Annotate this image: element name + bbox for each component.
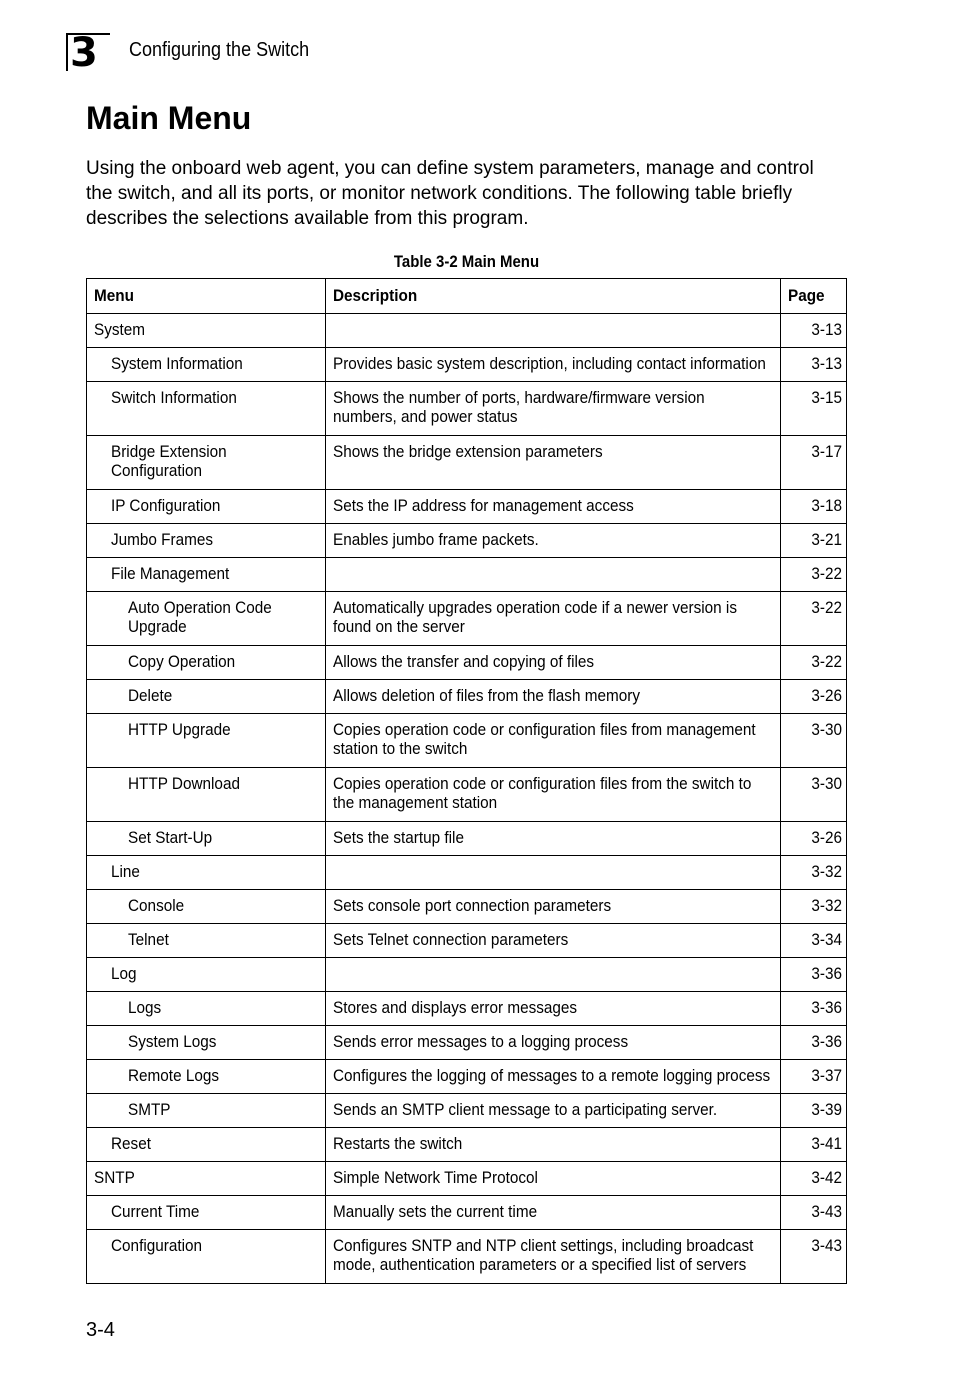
page-cell-text: 3-43 — [811, 1202, 842, 1221]
page-cell — [781, 714, 847, 768]
page-cell-text: 3-22 — [811, 652, 842, 671]
chapter-number: 3 — [70, 30, 97, 76]
description-cell-text: Sets Telnet connection parameters — [333, 930, 569, 949]
description-cell — [326, 436, 781, 490]
page-cell — [781, 1094, 847, 1128]
menu-cell-text: Set Start-Up — [128, 828, 213, 847]
menu-cell — [87, 382, 326, 436]
description-cell-text: Configures SNTP and NTP client settings, including broadcast mode, authentication parameters or a specified list of servers — [333, 1236, 754, 1274]
page-cell — [781, 1162, 847, 1196]
description-cell — [326, 992, 781, 1026]
page-cell — [781, 558, 847, 592]
description-cell — [326, 382, 781, 436]
description-cell — [326, 1128, 781, 1162]
page-cell-text: 3-36 — [811, 1032, 842, 1051]
description-cell — [326, 714, 781, 768]
description-cell — [326, 1026, 781, 1060]
menu-cell-text: Logs — [128, 998, 162, 1017]
table-row — [87, 856, 847, 890]
table-row — [87, 924, 847, 958]
table-row — [87, 558, 847, 592]
menu-cell-text: Configuration — [111, 1236, 203, 1255]
table-row — [87, 714, 847, 768]
menu-cell-text: HTTP Upgrade — [128, 720, 231, 739]
menu-cell-text: HTTP Download — [128, 774, 240, 793]
table-body — [87, 314, 847, 1284]
page-cell — [781, 822, 847, 856]
description-cell-text: Restarts the switch — [333, 1134, 463, 1153]
page-cell-text: 3-30 — [811, 720, 842, 739]
description-cell-text: Shows the number of ports, hardware/firmware version numbers, and power status — [333, 388, 705, 426]
menu-cell — [87, 924, 326, 958]
description-cell — [326, 1196, 781, 1230]
table-row — [87, 1162, 847, 1196]
table-row — [87, 490, 847, 524]
description-cell — [326, 680, 781, 714]
table-row — [87, 1196, 847, 1230]
menu-cell — [87, 822, 326, 856]
page-cell — [781, 1196, 847, 1230]
table-row — [87, 768, 847, 822]
menu-cell-text: SMTP — [128, 1100, 171, 1119]
page-cell — [781, 890, 847, 924]
page-cell-text: 3-26 — [811, 828, 842, 847]
menu-cell-text: File Management — [111, 564, 230, 583]
page-cell — [781, 314, 847, 348]
page-cell — [781, 680, 847, 714]
description-cell-text: Sets the IP address for management access — [333, 496, 634, 515]
description-cell — [326, 348, 781, 382]
table-row — [87, 890, 847, 924]
menu-cell-text: System Information — [111, 354, 243, 373]
description-cell — [326, 856, 781, 890]
menu-cell — [87, 592, 326, 646]
description-cell — [326, 524, 781, 558]
menu-cell-text: Delete — [128, 686, 173, 705]
menu-cell — [87, 1094, 326, 1128]
column-header-menu: Menu — [87, 279, 326, 314]
description-cell-text: Sends error messages to a logging process — [333, 1032, 629, 1051]
table-row — [87, 1230, 847, 1284]
menu-cell — [87, 490, 326, 524]
menu-cell — [87, 314, 326, 348]
menu-cell — [87, 958, 326, 992]
running-head: Configuring the Switch — [129, 39, 310, 61]
description-cell — [326, 592, 781, 646]
menu-cell — [87, 524, 326, 558]
page-cell — [781, 958, 847, 992]
page-cell — [781, 490, 847, 524]
page-cell-text: 3-15 — [811, 388, 842, 407]
menu-cell — [87, 646, 326, 680]
page-cell — [781, 348, 847, 382]
description-cell-text: Allows deletion of files from the flash memory — [333, 686, 640, 705]
table-row — [87, 1026, 847, 1060]
description-cell-text: Shows the bridge extension parameters — [333, 442, 603, 461]
table-caption-text: Table 3-2 Main Menu — [393, 252, 539, 271]
page-cell-text: 3-13 — [811, 354, 842, 373]
description-cell — [326, 1230, 781, 1284]
column-header-description: Description — [326, 279, 781, 314]
table-row — [87, 1094, 847, 1128]
description-cell — [326, 1060, 781, 1094]
page-cell-text: 3-13 — [811, 320, 842, 339]
description-cell — [326, 646, 781, 680]
menu-cell — [87, 558, 326, 592]
description-cell — [326, 924, 781, 958]
table-row — [87, 382, 847, 436]
menu-cell — [87, 1128, 326, 1162]
menu-cell-text: Copy Operation — [128, 652, 236, 671]
description-cell — [326, 1094, 781, 1128]
description-cell-text: Simple Network Time Protocol — [333, 1168, 538, 1187]
page-cell-text: 3-32 — [811, 862, 842, 881]
description-cell-text: Provides basic system description, including contact information — [333, 354, 766, 373]
description-cell-text: Sets console port connection parameters — [333, 896, 612, 915]
column-header-page: Page — [781, 279, 847, 314]
menu-cell-text: IP Configuration — [111, 496, 221, 515]
page-cell-text: 3-34 — [811, 930, 842, 949]
description-cell-text: Stores and displays error messages — [333, 998, 578, 1017]
table-row — [87, 1060, 847, 1094]
menu-cell — [87, 680, 326, 714]
page-cell-text: 3-18 — [811, 496, 842, 515]
page-cell — [781, 1026, 847, 1060]
page-cell-text: 3-17 — [811, 442, 842, 461]
description-cell — [326, 822, 781, 856]
page-cell-text: 3-32 — [811, 896, 842, 915]
menu-cell-text: Remote Logs — [128, 1066, 220, 1085]
menu-cell-text: Bridge Extension Configuration — [111, 442, 227, 480]
page-cell-text: 3-21 — [811, 530, 842, 549]
page-cell-text: 3-41 — [811, 1134, 842, 1153]
page-cell-text: 3-43 — [811, 1236, 842, 1255]
page-cell — [781, 924, 847, 958]
page-cell-text: 3-37 — [811, 1066, 842, 1085]
page-cell — [781, 382, 847, 436]
table-row — [87, 646, 847, 680]
table-header-row — [87, 279, 847, 314]
page-cell-text: 3-42 — [811, 1168, 842, 1187]
page-cell — [781, 436, 847, 490]
page-cell — [781, 856, 847, 890]
menu-cell-text: Switch Information — [111, 388, 237, 407]
description-cell — [326, 768, 781, 822]
menu-cell-text: Log — [111, 964, 137, 983]
table-row — [87, 436, 847, 490]
menu-cell-text: Telnet — [128, 930, 169, 949]
description-cell — [326, 958, 781, 992]
menu-cell-text: System Logs — [128, 1032, 217, 1051]
page-cell — [781, 1060, 847, 1094]
menu-cell — [87, 436, 326, 490]
page-cell-text: 3-22 — [811, 598, 842, 617]
menu-cell-text: Reset — [111, 1134, 151, 1153]
menu-cell-text: Jumbo Frames — [111, 530, 214, 549]
description-cell-text: Enables jumbo frame packets. — [333, 530, 539, 549]
page-cell — [781, 992, 847, 1026]
description-cell-text: Allows the transfer and copying of files — [333, 652, 595, 671]
menu-cell — [87, 768, 326, 822]
page-number: 3-4 — [86, 1319, 115, 1341]
menu-cell-text: Line — [111, 862, 140, 881]
page-cell-text: 3-22 — [811, 564, 842, 583]
page-cell — [781, 592, 847, 646]
menu-cell — [87, 348, 326, 382]
menu-cell-text: System — [94, 320, 146, 339]
page-cell — [781, 1128, 847, 1162]
menu-cell-text: Auto Operation Code Upgrade — [128, 598, 272, 636]
menu-cell — [87, 714, 326, 768]
page-cell — [781, 646, 847, 680]
chapter-badge — [66, 30, 110, 76]
table-row — [87, 524, 847, 558]
menu-cell — [87, 992, 326, 1026]
menu-cell — [87, 856, 326, 890]
description-cell — [326, 890, 781, 924]
table-row — [87, 958, 847, 992]
page-cell-text: 3-26 — [811, 686, 842, 705]
page-cell — [781, 1230, 847, 1284]
description-cell — [326, 490, 781, 524]
page-cell-text: 3-39 — [811, 1100, 842, 1119]
table-row — [87, 992, 847, 1026]
description-cell-text: Sends an SMTP client message to a participating server. — [333, 1100, 718, 1119]
intro-paragraph: Using the onboard web agent, you can define system parameters, manage and control the switch, and all its ports, or monitor network conditions. The following table briefly describes the selections available from this program. — [86, 158, 814, 229]
page-cell-text: 3-30 — [811, 774, 842, 793]
menu-cell-text: Current Time — [111, 1202, 200, 1221]
menu-cell — [87, 1060, 326, 1094]
table-row — [87, 348, 847, 382]
table-row — [87, 822, 847, 856]
description-cell-text: Sets the startup file — [333, 828, 464, 847]
page-title: Main Menu — [86, 100, 252, 136]
description-cell-text: Manually sets the current time — [333, 1202, 538, 1221]
table-row — [87, 592, 847, 646]
menu-cell — [87, 890, 326, 924]
menu-cell — [87, 1196, 326, 1230]
table-row — [87, 1128, 847, 1162]
description-cell — [326, 1162, 781, 1196]
description-cell-text: Copies operation code or configuration files from the switch to the management station — [333, 774, 752, 812]
description-cell-text: Automatically upgrades operation code if a newer version is found on the server — [333, 598, 737, 636]
menu-cell — [87, 1230, 326, 1284]
page-cell — [781, 524, 847, 558]
menu-cell — [87, 1026, 326, 1060]
menu-cell-text: SNTP — [94, 1168, 135, 1187]
page-cell — [781, 768, 847, 822]
page-cell-text: 3-36 — [811, 964, 842, 983]
table-caption — [86, 251, 846, 273]
description-cell-text: Copies operation code or configuration files from management station to the switch — [333, 720, 756, 758]
table-row — [87, 680, 847, 714]
description-cell — [326, 558, 781, 592]
table-row — [87, 314, 847, 348]
description-cell-text: Configures the logging of messages to a remote logging process — [333, 1066, 771, 1085]
page-cell-text: 3-36 — [811, 998, 842, 1017]
description-cell — [326, 314, 781, 348]
main-menu-table — [86, 278, 847, 1284]
menu-cell — [87, 1162, 326, 1196]
menu-cell-text: Console — [128, 896, 185, 915]
